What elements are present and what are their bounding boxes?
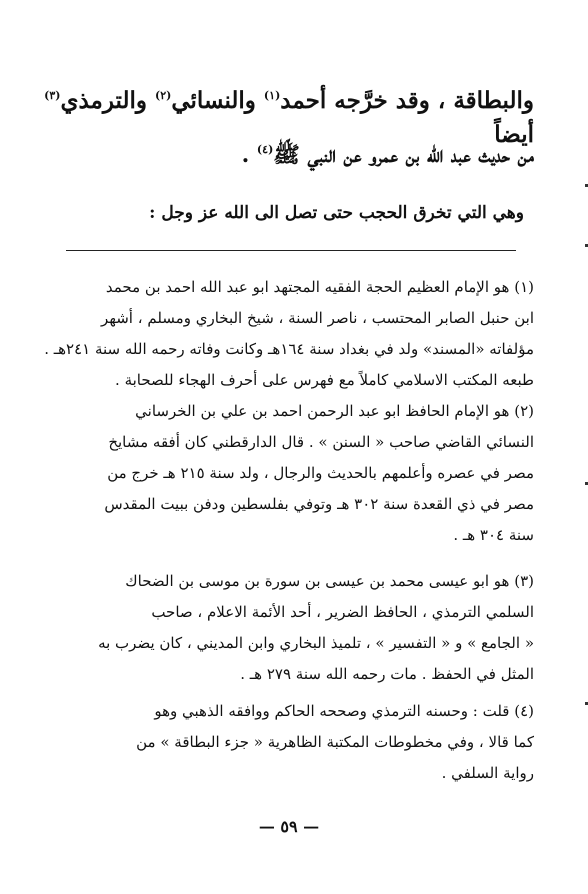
body-text: والنسائي bbox=[171, 87, 264, 114]
footnote-line: طبعه المكتب الاسلامي كاملاً مع فهرس على أحرف الهجاء للصحابة . bbox=[115, 371, 534, 389]
footnote-ref-2[interactable]: (٢) bbox=[155, 89, 172, 102]
footnote-4 bbox=[44, 696, 534, 789]
footnote-divider bbox=[66, 250, 516, 251]
footnote-1 bbox=[44, 272, 534, 396]
footnote-line: النسائي القاضي صاحب « السنن » . قال الدارقطني كان أفقه مشايخ bbox=[108, 433, 534, 451]
footnote-line: مؤلفاته «المسند» ولد في بغداد سنة ١٦٤هـ وكانت وفاته رحمه الله سنة ٢٤١هـ . bbox=[44, 340, 534, 358]
body-text: أيضاً bbox=[494, 121, 534, 148]
footnote-ref-3[interactable]: (٣) bbox=[44, 89, 61, 102]
footnote-line: (٤) قلت : وحسنه الترمذي وصححه الحاكم ووافقه الذهبي وهو bbox=[154, 702, 534, 720]
footnote-line: « الجامع » و « التفسير » ، تلميذ البخاري وابن المديني ، كان يضرب به bbox=[98, 634, 534, 652]
footnote-2 bbox=[44, 396, 534, 551]
body-text: والبطاقة ، وقد خرَّجه أحمد bbox=[280, 87, 534, 114]
body-text: والترمذي bbox=[60, 87, 155, 114]
footnote-3 bbox=[44, 566, 534, 690]
section-heading: وهي التي تخرق الحجب حتى تصل الى الله عز وجل : bbox=[149, 203, 524, 223]
footnote-line: المثل في الحفظ . مات رحمه الله سنة ٢٧٩ هـ . bbox=[240, 665, 534, 683]
footnote-ref-1[interactable]: (١) bbox=[263, 89, 281, 102]
footnote-line: مصر في ذي القعدة سنة ٣٠٢ هـ وتوفي بفلسطين ودفن ببيت المقدس bbox=[104, 495, 534, 513]
footnote-line: (١) هو الإمام العظيم الحجة الفقيه المجتهد ابو عبد الله احمد بن محمد bbox=[105, 278, 534, 296]
page-number: — ٥٩ — bbox=[258, 817, 320, 836]
footnote-line: (٢) هو الإمام الحافظ ابو عبد الرحمن احمد بن علي بن الخرساني bbox=[135, 402, 534, 420]
footnote-line: سنة ٣٠٤ هـ . bbox=[453, 526, 534, 544]
footnote-line: مصر في عصره وأعلمهم بالحديث والرجال ، ولد سنة ٢١٥ هـ خرج من bbox=[107, 464, 534, 482]
footnote-line: رواية السلفي . bbox=[441, 764, 534, 782]
footnote-line: السلمي الترمذي ، الحافظ الضرير ، أحد الأئمة الاعلام ، صاحب bbox=[151, 603, 534, 621]
footnote-ref-4[interactable]: (٤) bbox=[256, 143, 274, 156]
footnote-line: ابن حنبل الصابر المحتسب ، ناصر السنة ، شيخ البخاري ومسلم ، أشهر bbox=[101, 309, 534, 327]
footnote-line: كما قالا ، وفي مخطوطات المكتبة الظاهرية « جزء البطاقة » من bbox=[136, 733, 534, 751]
body-line-2 bbox=[44, 140, 534, 174]
body-text: . bbox=[241, 142, 257, 168]
footnote-line: (٣) هو ابو عيسى محمد بن عيسى بن سورة بن موسى بن الضحاك bbox=[125, 572, 534, 590]
body-text: من حديث عبد الله بن عمرو عن النبي ﷺ bbox=[273, 142, 534, 168]
